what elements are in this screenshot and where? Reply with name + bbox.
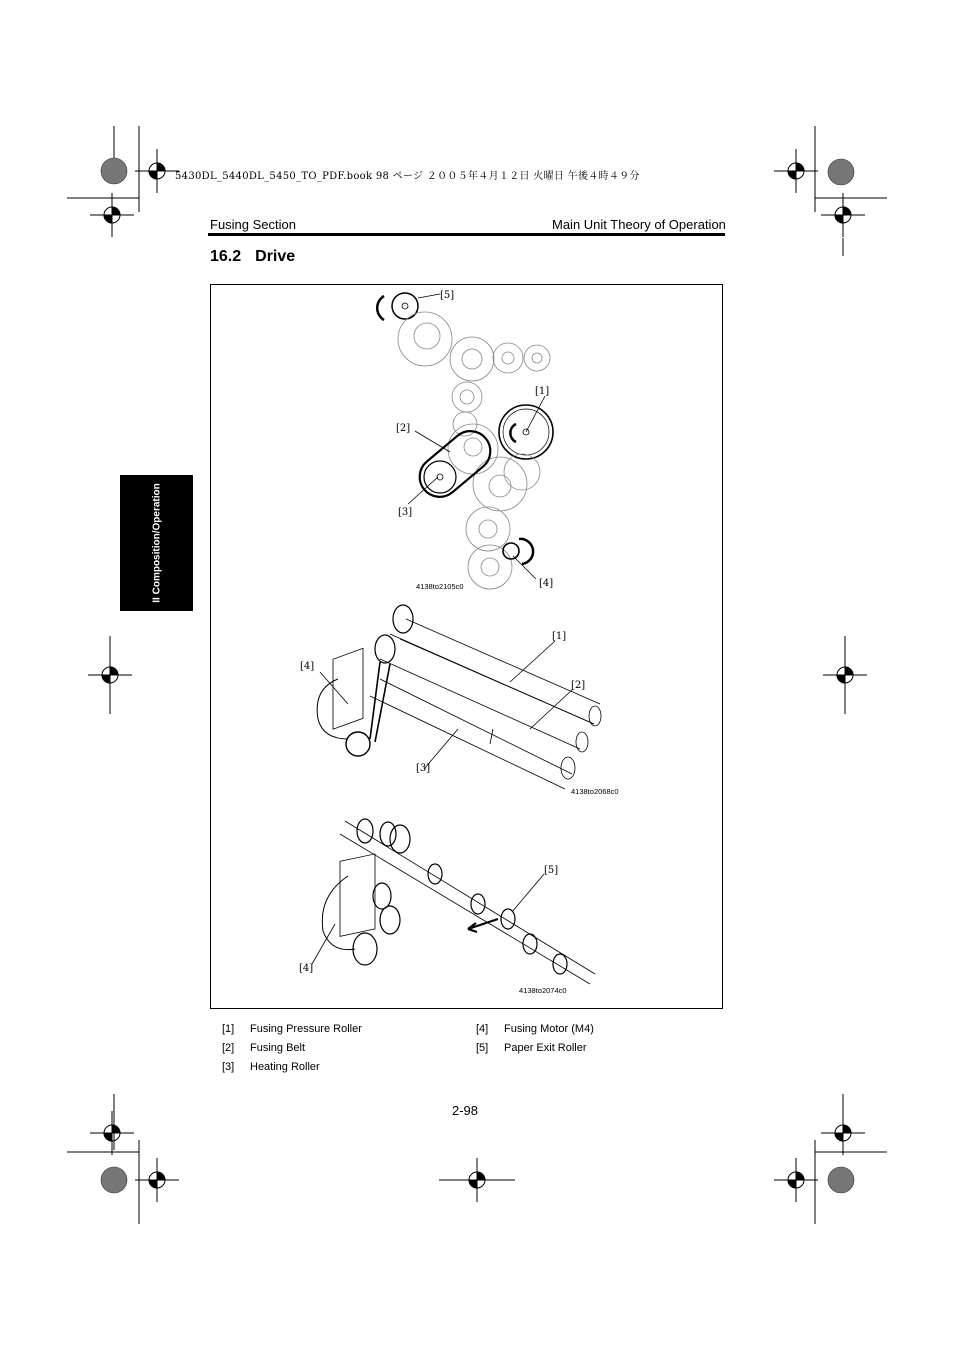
section-title [210, 248, 309, 266]
legend-num-5: [5] [476, 1042, 489, 1054]
legend-text-2: Fusing Belt [250, 1042, 306, 1054]
callout-3-a: [3] [398, 507, 413, 518]
callout-4-a: [4] [539, 578, 554, 589]
callout-2-b: [2] [571, 680, 586, 691]
header-chapter: Main Unit Theory of Operation [552, 217, 726, 232]
legend-num-4: [4] [476, 1023, 489, 1035]
callout-1-a: [1] [535, 386, 550, 397]
page-number: 2-98 [452, 1103, 479, 1118]
side-tab-label: II Composition/Operation [151, 483, 162, 603]
callout-5-b: [5] [544, 865, 559, 876]
section-number: 16.2 [210, 248, 242, 265]
callout-1-b: [1] [552, 631, 567, 642]
legend-text-3: Heating Roller [250, 1061, 320, 1073]
header-rule [208, 233, 725, 236]
legend-text-4: Fusing Motor (M4) [504, 1023, 594, 1035]
callout-2-a: [2] [396, 423, 411, 434]
side-tab [120, 475, 193, 611]
diagram2-code: 4138to2068c0 [571, 787, 619, 796]
legend-num-2: [2] [222, 1042, 235, 1054]
diagram3-code: 4138to2074c0 [519, 986, 567, 995]
print-header: 5430DL_5440DL_5450_TO_PDF.book 98 ページ ２００５年４月１２日 火曜日 午後４時４９分 [175, 171, 640, 182]
legend-num-3: [3] [222, 1061, 235, 1073]
section-name: Drive [255, 248, 296, 265]
legend-text-1: Fusing Pressure Roller [250, 1023, 362, 1035]
callout-4-b: [4] [300, 661, 315, 672]
legend-num-1: [1] [222, 1023, 235, 1035]
callout-5-a: [5] [440, 290, 455, 301]
callout-3-b: [3] [416, 763, 431, 774]
callout-4-c: [4] [299, 963, 314, 974]
header-section: Fusing Section [210, 217, 296, 232]
legend-text-5: Paper Exit Roller [504, 1042, 587, 1054]
drive-diagram [210, 284, 723, 1009]
diagram1-code: 4138to2105c0 [416, 582, 464, 591]
